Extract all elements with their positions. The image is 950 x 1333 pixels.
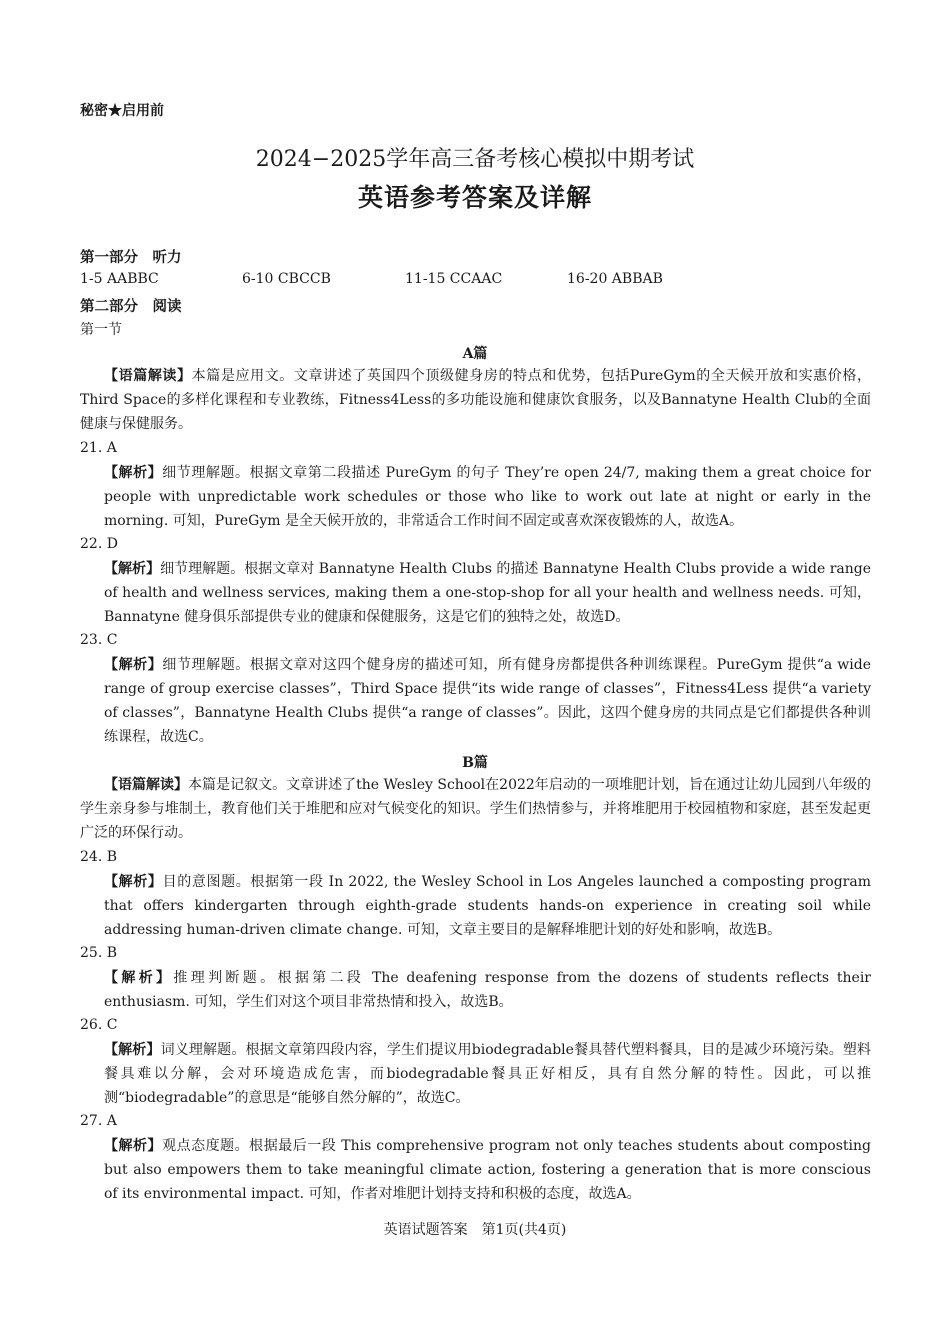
question-explanation <box>104 653 871 749</box>
question-number: 22. D <box>80 536 118 552</box>
section-1-heading: 第一节 <box>80 322 122 338</box>
explanation-text: 观点态度题。根据最后一段 This comprehensive program not only teaches students about composting but also empowers them to take meaningful climate action, fostering a generation that is more conscious of its environmental impact. 可知，作者对堆肥计划持支持和积极的态度，故选A。 <box>104 1138 872 1202</box>
explanation-label: 【解析】 <box>104 465 163 481</box>
explanation-label: 【解析】 <box>104 874 163 890</box>
intro-label: 【语篇解读】 <box>104 368 192 384</box>
explanation-label: 【解析】 <box>104 1138 163 1154</box>
explanation-text: 推理判断题。根据第二段 The deafening response from the dozens of students reflects their enthusiasm. 可知，学生们对这个项目非常热情和投入，故选B。 <box>104 970 871 1010</box>
passage-b-heading: B篇 <box>462 755 488 771</box>
explanation-text: 目的意图题。根据第一段 In 2022, the Wesley School in Los Angeles launched a composting program that offers kindergarten through eighth-grade students hands-on experience in creating soil while addressing human-driven climate change. 可知，文章主要目的是解释堆肥计划的好处和影响，故选B。 <box>104 874 871 938</box>
explanation-label: 【解析】 <box>104 561 161 577</box>
explanation-text: 细节理解题。根据文章第二段描述 PureGym 的句子 They’re open 24/7, making them a great choice for people with unpredictable work schedules or those who like to work out late at night or early in the morning. 可知，PureGym 是全天候开放的，非常适合工作时间不固定或喜欢深夜锻炼的人，故选A。 <box>104 465 872 529</box>
intro-text: 本篇是应用文。文章讲述了英国四个顶级健身房的特点和优势，包括PureGym的全天候开放和实惠价格，Third Space的多样化课程和专业教练，Fitness4Less的多功能设施和健康饮食服务，以及Bannatyne Health Club的全面健康与保健服务。 <box>80 368 872 432</box>
intro-label: 【语篇解读】 <box>104 777 189 793</box>
question-explanation <box>104 461 871 533</box>
question-number: 26. C <box>80 1017 118 1033</box>
explanation-text: 细节理解题。根据文章对 Bannatyne Health Clubs 的描述 Bannatyne Health Clubs provide a wide range of health and wellness services, making them a one-stop-shop for all your health and wellness needs. 可知，Bannatyne 健身俱乐部提供专业的健康和保健服务，这是它们的独特之处，故选D。 <box>104 561 872 625</box>
explanation-label: 【解析】 <box>104 970 174 986</box>
question-number: 21. A <box>80 440 117 456</box>
explanation-text: 词义理解题。根据文章第四段内容，学生们提议用biodegradable餐具替代塑料餐具，目的是减少环境污染。塑料餐具难以分解，会对环境造成危害，而biodegradable餐具正好相反，具有自然分解的特性。因此，可以推测“biodegradable”的意思是“能够自然分解的”，故选C。 <box>104 1042 872 1106</box>
question-explanation <box>104 1134 871 1206</box>
listening-answers-1-5: 1-5 AABBC <box>80 271 159 287</box>
explanation-label: 【解析】 <box>104 657 163 673</box>
listening-answers-16-20: 16-20 ABBAB <box>567 271 663 287</box>
question-explanation <box>104 557 871 629</box>
question-number: 23. C <box>80 632 118 648</box>
exam-title: 2024−2025学年高三备考核心模拟中期考试 <box>255 147 695 172</box>
question-number: 25. B <box>80 945 118 961</box>
question-number: 24. B <box>80 849 118 865</box>
passage-b-intro <box>80 773 871 845</box>
question-explanation <box>104 870 871 942</box>
confidential-label: 秘密★启用前 <box>80 103 164 119</box>
passage-a-intro <box>80 364 871 436</box>
intro-text: 本篇是记叙文。文章讲述了the Wesley School在2022年启动的一项堆肥计划，旨在通过让幼儿园到八年级的学生亲身参与堆制土，教育他们关于堆肥和应对气候变化的知识。学生们热情参与，并将堆肥用于校园植物和家庭，甚至发起更广泛的环保行动。 <box>80 777 871 841</box>
question-explanation <box>104 1038 871 1110</box>
document-title: 英语参考答案及详解 <box>357 183 592 212</box>
page-footer: 英语试题答案 第1页(共4页) <box>383 1222 567 1238</box>
listening-answers-11-15: 11-15 CCAAC <box>405 271 503 287</box>
question-explanation <box>104 966 871 1014</box>
passage-a-heading: A篇 <box>462 346 488 362</box>
explanation-label: 【解析】 <box>104 1042 161 1058</box>
question-number: 27. A <box>80 1113 117 1129</box>
part2-heading: 第二部分 阅读 <box>80 298 182 315</box>
listening-answers-6-10: 6-10 CBCCB <box>242 271 331 287</box>
explanation-text: 细节理解题。根据文章对这四个健身房的描述可知，所有健身房都提供各种训练课程。PureGym 提供“a wide range of group exercise classes”，Third Space 提供“its wide range of classes”，Fitness4Less 提供“a variety of classes”，Bannatyne Health Clubs 提供“a range of classes”。因此，这四个健身房的共同点是它们都提供各种训练课程，故选C。 <box>104 657 871 745</box>
part1-heading: 第一部分 听力 <box>80 249 182 266</box>
